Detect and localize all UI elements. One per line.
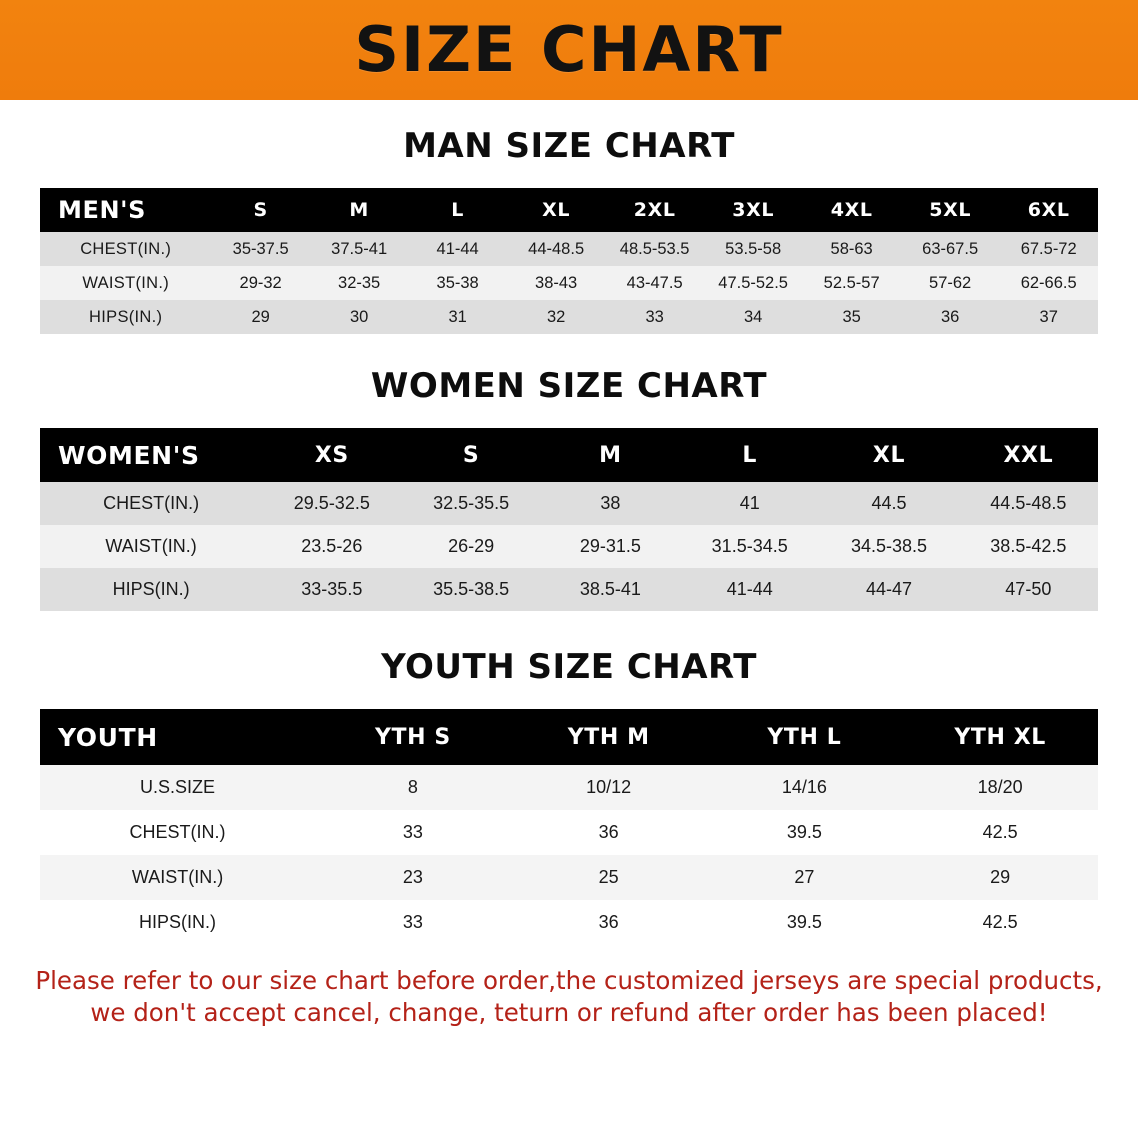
- table-cell: 63-67.5: [901, 232, 1000, 266]
- column-header: S: [211, 188, 310, 232]
- table-cell: 53.5-58: [704, 232, 803, 266]
- table-cell: 14/16: [707, 765, 903, 810]
- table-cell: 18/20: [902, 765, 1098, 810]
- table-cell: 30: [310, 300, 409, 334]
- man-section-title: MAN SIZE CHART: [403, 126, 735, 166]
- table-row: [40, 765, 1098, 810]
- row-label: WAIST(IN.): [40, 855, 315, 900]
- table-cell: 23: [315, 855, 511, 900]
- table-cell: 29: [902, 855, 1098, 900]
- man-size-table: [40, 188, 1098, 334]
- table-cell: 57-62: [901, 266, 1000, 300]
- column-header: 4XL: [802, 188, 901, 232]
- table-header-row: [40, 188, 1098, 232]
- table-cell: 31.5-34.5: [680, 525, 819, 568]
- table-cell: 37: [999, 300, 1098, 334]
- table-cell: 34: [704, 300, 803, 334]
- table-cell: 35-37.5: [211, 232, 310, 266]
- row-label: HIPS(IN.): [40, 900, 315, 945]
- table-cell: 32.5-35.5: [401, 482, 540, 525]
- table-cell: 36: [511, 810, 707, 855]
- column-header: 2XL: [605, 188, 704, 232]
- table-row: [40, 525, 1098, 568]
- table-cell: 39.5: [707, 900, 903, 945]
- table-cell: 23.5-26: [262, 525, 401, 568]
- table-row: [40, 855, 1098, 900]
- women-section-title: WOMEN SIZE CHART: [370, 366, 768, 406]
- table-cell: 42.5: [902, 900, 1098, 945]
- table-cell: 34.5-38.5: [819, 525, 958, 568]
- row-label: CHEST(IN.): [40, 810, 315, 855]
- column-header: 5XL: [901, 188, 1000, 232]
- table-cell: 26-29: [401, 525, 540, 568]
- table-header-row: [40, 709, 1098, 765]
- column-header: L: [408, 188, 507, 232]
- row-label: CHEST(IN.): [40, 232, 211, 266]
- column-header: XXL: [959, 428, 1098, 482]
- column-header: YTH M: [511, 709, 707, 765]
- table-cell: 32-35: [310, 266, 409, 300]
- column-header: YOUTH: [40, 709, 315, 765]
- table-cell: 29: [211, 300, 310, 334]
- column-header: XL: [819, 428, 958, 482]
- table-cell: 38-43: [507, 266, 606, 300]
- column-header: WOMEN'S: [40, 428, 262, 482]
- disclaimer-line-1: Please refer to our size chart before order,the customized jerseys are special products,: [35, 966, 1103, 995]
- table-cell: 41: [680, 482, 819, 525]
- column-header: M: [310, 188, 409, 232]
- table-cell: 35: [802, 300, 901, 334]
- man-size-table-wrapper: [40, 188, 1098, 334]
- row-label: CHEST(IN.): [40, 482, 262, 525]
- table-cell: 36: [901, 300, 1000, 334]
- size-chart-banner: [0, 0, 1138, 100]
- table-cell: 36: [511, 900, 707, 945]
- table-cell: 39.5: [707, 810, 903, 855]
- table-row: [40, 300, 1098, 334]
- women-size-table-wrapper: [40, 428, 1098, 611]
- table-row: [40, 900, 1098, 945]
- table-cell: 52.5-57: [802, 266, 901, 300]
- table-cell: 29-31.5: [541, 525, 680, 568]
- table-cell: 42.5: [902, 810, 1098, 855]
- page-title: SIZE CHART: [354, 13, 784, 86]
- table-cell: 8: [315, 765, 511, 810]
- women-size-table: [40, 428, 1098, 611]
- column-header: S: [401, 428, 540, 482]
- column-header: M: [541, 428, 680, 482]
- size-chart-disclaimer: [34, 965, 1104, 1030]
- youth-size-table-wrapper: [40, 709, 1098, 945]
- row-label: U.S.SIZE: [40, 765, 315, 810]
- table-cell: 62-66.5: [999, 266, 1098, 300]
- table-row: [40, 232, 1098, 266]
- table-row: [40, 568, 1098, 611]
- column-header: 3XL: [704, 188, 803, 232]
- column-header: L: [680, 428, 819, 482]
- row-label: WAIST(IN.): [40, 525, 262, 568]
- table-cell: 31: [408, 300, 507, 334]
- table-cell: 44-48.5: [507, 232, 606, 266]
- table-row: [40, 482, 1098, 525]
- table-cell: 44.5: [819, 482, 958, 525]
- table-row: [40, 810, 1098, 855]
- column-header: YTH L: [707, 709, 903, 765]
- column-header: XL: [507, 188, 606, 232]
- table-cell: 41-44: [680, 568, 819, 611]
- youth-size-table: [40, 709, 1098, 945]
- table-cell: 48.5-53.5: [605, 232, 704, 266]
- table-cell: 41-44: [408, 232, 507, 266]
- table-header-row: [40, 428, 1098, 482]
- table-cell: 33: [315, 900, 511, 945]
- table-cell: 33: [315, 810, 511, 855]
- table-cell: 33: [605, 300, 704, 334]
- column-header: XS: [262, 428, 401, 482]
- table-cell: 33-35.5: [262, 568, 401, 611]
- table-cell: 67.5-72: [999, 232, 1098, 266]
- table-cell: 38.5-41: [541, 568, 680, 611]
- table-cell: 35-38: [408, 266, 507, 300]
- column-header: YTH S: [315, 709, 511, 765]
- row-label: WAIST(IN.): [40, 266, 211, 300]
- table-cell: 44-47: [819, 568, 958, 611]
- table-cell: 43-47.5: [605, 266, 704, 300]
- table-cell: 25: [511, 855, 707, 900]
- table-row: [40, 266, 1098, 300]
- table-cell: 58-63: [802, 232, 901, 266]
- table-cell: 35.5-38.5: [401, 568, 540, 611]
- table-cell: 44.5-48.5: [959, 482, 1098, 525]
- youth-section-title: YOUTH SIZE CHART: [381, 647, 757, 687]
- table-cell: 47.5-52.5: [704, 266, 803, 300]
- column-header: YTH XL: [902, 709, 1098, 765]
- table-cell: 47-50: [959, 568, 1098, 611]
- table-cell: 38: [541, 482, 680, 525]
- table-cell: 29.5-32.5: [262, 482, 401, 525]
- table-cell: 29-32: [211, 266, 310, 300]
- disclaimer-line-2: we don't accept cancel, change, teturn or refund after order has been placed!: [90, 998, 1048, 1028]
- table-cell: 10/12: [511, 765, 707, 810]
- table-cell: 37.5-41: [310, 232, 409, 266]
- column-header: MEN'S: [40, 188, 211, 232]
- table-cell: 27: [707, 855, 903, 900]
- row-label: HIPS(IN.): [40, 568, 262, 611]
- column-header: 6XL: [999, 188, 1098, 232]
- table-cell: 38.5-42.5: [959, 525, 1098, 568]
- row-label: HIPS(IN.): [40, 300, 211, 334]
- table-cell: 32: [507, 300, 606, 334]
